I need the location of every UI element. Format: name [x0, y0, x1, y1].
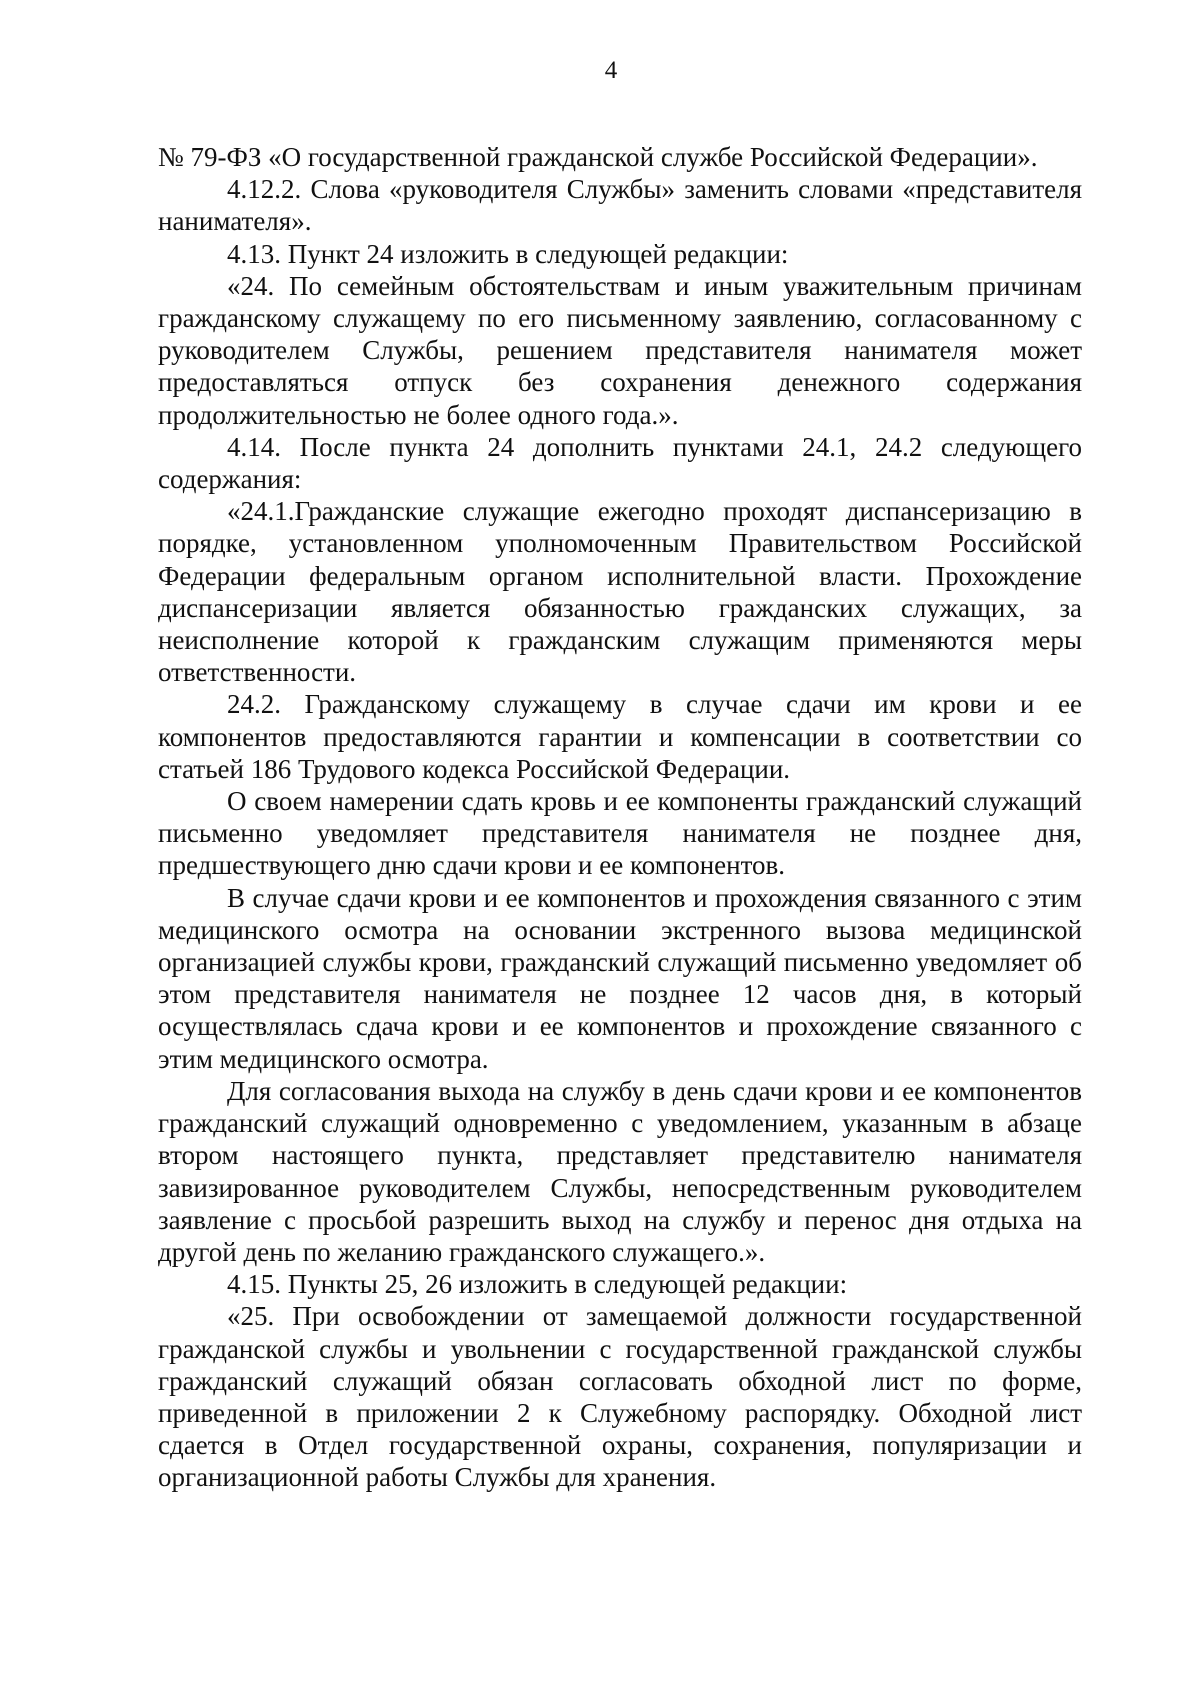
paragraph-4-13: 4.13. Пункт 24 изложить в следующей редакции: — [227, 238, 789, 269]
paragraph-4-15: 4.15. Пункты 25, 26 изложить в следующей редакции: — [227, 1269, 848, 1300]
document-body — [158, 141, 1082, 1494]
paragraph-24-2-emergency: В случае сдачи крови и ее компонентов и прохождения связанного с этим медицинского осмотра на основании экстренного вызова медицинской организацией службы крови, гражданский служащий письменно уведомляет об этом представителя нанимателя не позднее 12 часов дня, в который осуществлялась сдача крови и ее компонентов и прохождение связанного с этим медицинского осмотра. — [158, 882, 1082, 1074]
paragraph-24-2-approval: Для согласования выхода на службу в день сдачи крови и ее компонентов гражданский служащий одновременно с уведомлением, указанным в абзаце втором настоящего пункта, представляет представителю нанимателя завизированное руководителем Службы, непосредственным руководителем заявление с просьбой разрешить выход на службу и перенос дня отдыха на другой день по желанию гражданского служащего.». — [158, 1075, 1082, 1267]
paragraph-24-1: «24.1.Гражданские служащие ежегодно проходят диспансеризацию в порядке, установленном уполномоченным Правительством Российской Федерации федеральным органом исполнительной власти. Прохождение диспансеризации является обязанностью гражданских служащих, за неисполнение которой к гражданским служащим применяются меры ответственности. — [158, 496, 1082, 688]
paragraph-24: «24. По семейным обстоятельствам и иным уважительным причинам гражданскому служащему по его письменному заявлению, согласованному с руководителем Службы, решением представителя нанимателя может предоставляться отпуск без сохранения денежного содержания продолжительностью не более одного года.». — [158, 270, 1082, 430]
paragraph-4-14: 4.14. После пункта 24 дополнить пунктами 24.1, 24.2 следующего содержания: — [158, 431, 1082, 495]
paragraph-24-2: 24.2. Гражданскому служащему в случае сдачи им крови и ее компонентов предоставляются гарантии и компенсации в соответствии со статьей 186 Трудового кодекса Российской Федерации. — [158, 689, 1082, 784]
paragraph-25: «25. При освобождении от замещаемой должности государственной гражданской службы и увольнении с государственной гражданской службы гражданский служащий обязан согласовать обходной лист по форме, приведенной в приложении 2 к Служебному распорядку. Обходной лист сдается в Отдел государственной охраны, сохранения, популяризации и организационной работы Службы для хранения. — [158, 1301, 1082, 1493]
paragraph-24-2-notice: О своем намерении сдать кровь и ее компоненты гражданский служащий письменно уведомляет представителя нанимателя не позднее дня, предшествующего дню сдачи крови и ее компонентов. — [158, 786, 1082, 881]
paragraph-law-reference: № 79-ФЗ «О государственной гражданской службе Российской Федерации». — [158, 142, 1038, 172]
paragraph-4-12-2: 4.12.2. Слова «руководителя Службы» заменить словами «представителя нанимателя». — [158, 174, 1082, 237]
page-number: 4 — [604, 57, 618, 84]
